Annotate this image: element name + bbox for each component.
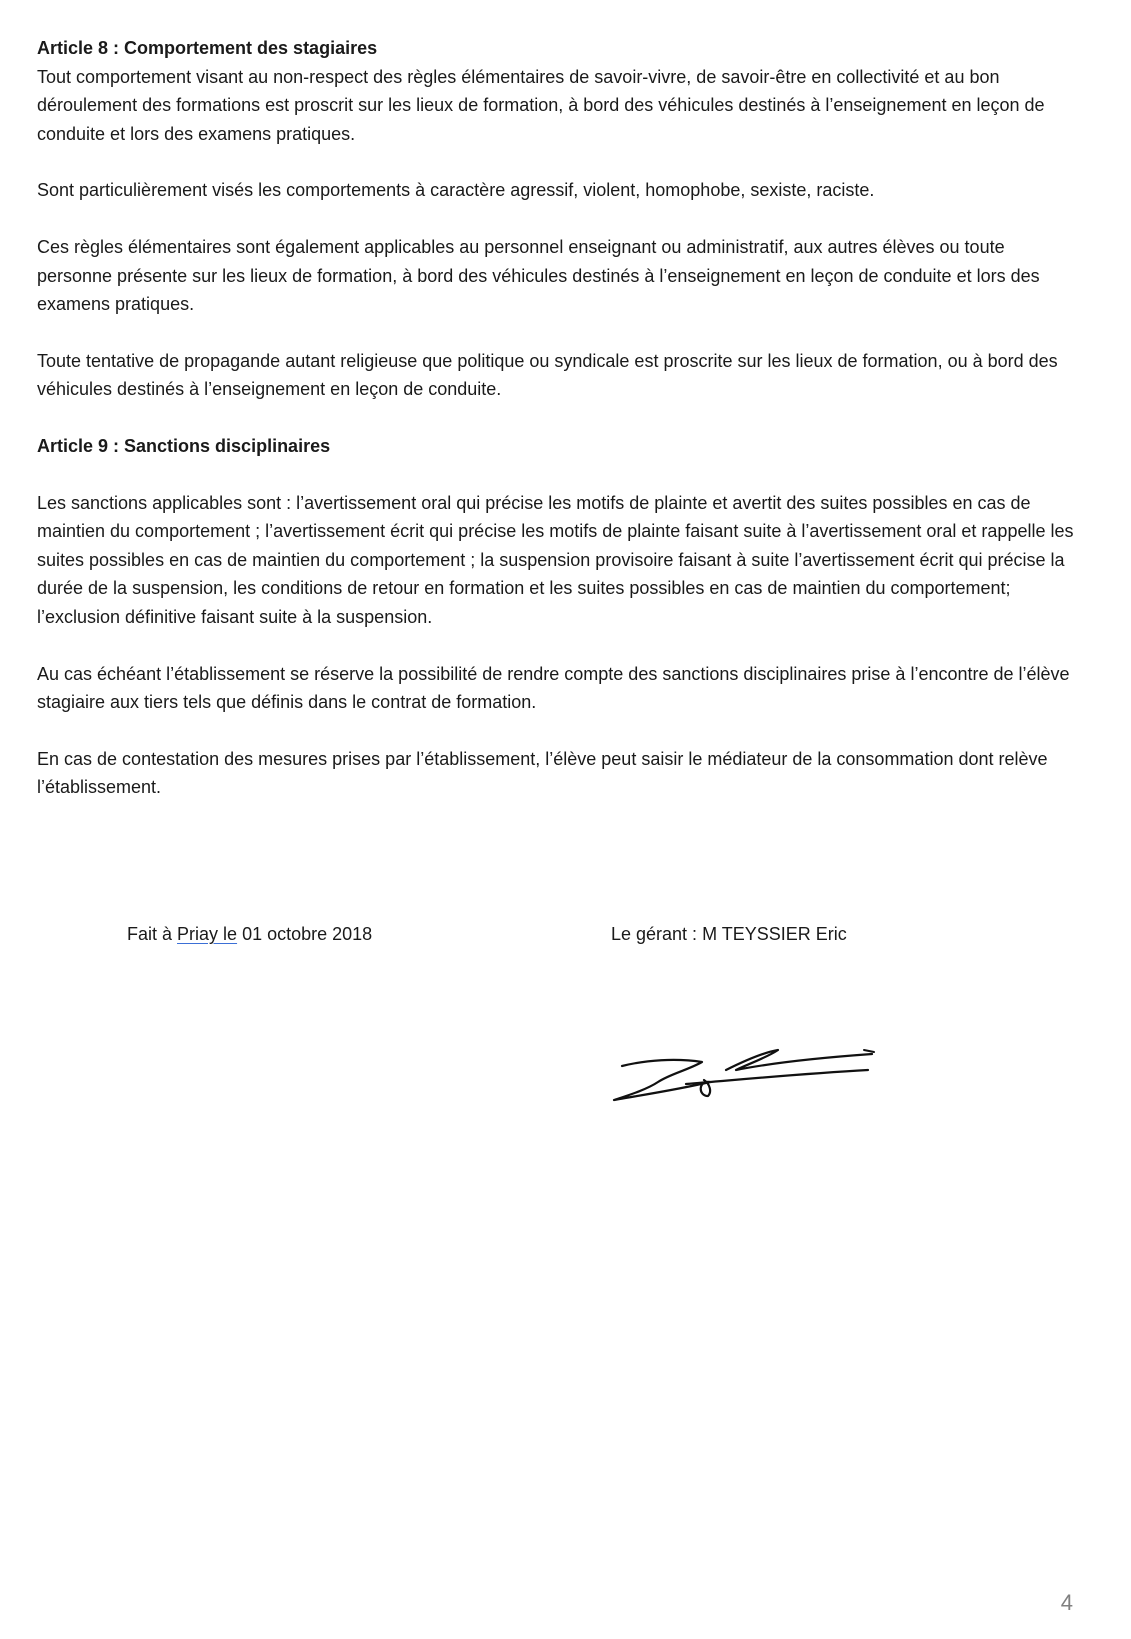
article-9-paragraph-1: Les sanctions applicables sont : l’avertissement oral qui précise les motifs de plainte et avertit des suites possibles en cas de maintien du comportement ; l’avertissement écrit qui précise les motifs de plainte faisant suite à l’avertissement oral et rappelle les suites possibles en cas de maintien du comportement ; la suspension provisoire faisant à suite l’avertissement écrit qui précise la durée de la suspension, les conditions de retour en formation et les suites possibles en cas de maintien du comportement; l’exclusion définitive faisant suite à la suspension.	[37, 492, 1074, 627]
article-8-paragraph-4: Toute tentative de propagande autant religieuse que politique ou syndicale est proscrite sur les lieux de formation, ou à bord des véhicules destinés à l’enseignement en leçon de conduite.	[37, 350, 1058, 400]
manager-label: Le gérant : M TEYSSIER Eric	[611, 924, 847, 944]
article-8-heading: Article 8 : Comportement des stagiaires	[37, 38, 378, 58]
handwritten-signature	[606, 1040, 876, 1120]
place-link[interactable]: Priay le	[177, 924, 238, 944]
place-prefix: Fait à	[127, 924, 178, 944]
signing-date: 01 octobre 2018	[237, 924, 373, 944]
page-number: 4	[1060, 1590, 1073, 1615]
article-8-paragraph-3: Ces règles élémentaires sont également applicables au personnel enseignant ou administratif, aux autres élèves ou toute personne présente sur les lieux de formation, à bord des véhicules destinés à l’enseignement en leçon de conduite et lors des examens pratiques.	[37, 236, 1040, 315]
article-9	[37, 432, 1082, 802]
article-9-heading: Article 9 : Sanctions disciplinaires	[37, 435, 331, 456]
article-8	[37, 34, 1082, 404]
article-9-paragraph-2: Au cas échéant l’établissement se réserve la possibilité de rendre compte des sanctions disciplinaires prise à l’encontre de l’élève stagiaire aux tiers tels que définis dans le contrat de formation.	[37, 663, 1070, 713]
article-8-paragraph-1: Tout comportement visant au non-respect des règles élémentaires de savoir-vivre, de savoir-être en collectivité et au bon déroulement des formations est proscrit sur les lieux de formation, à bord des véhicules destinés à l’enseignement en leçon de conduite et lors des examens pratiques.	[37, 66, 1045, 144]
place-and-date	[127, 924, 372, 945]
article-9-paragraph-3: En cas de contestation des mesures prises par l’établissement, l’élève peut saisir le médiateur de la consommation dont relève l’établissement.	[37, 748, 1048, 798]
article-8-paragraph-2: Sont particulièrement visés les comportements à caractère agressif, violent, homophobe, sexiste, raciste.	[37, 180, 875, 201]
document-body	[37, 34, 1082, 830]
